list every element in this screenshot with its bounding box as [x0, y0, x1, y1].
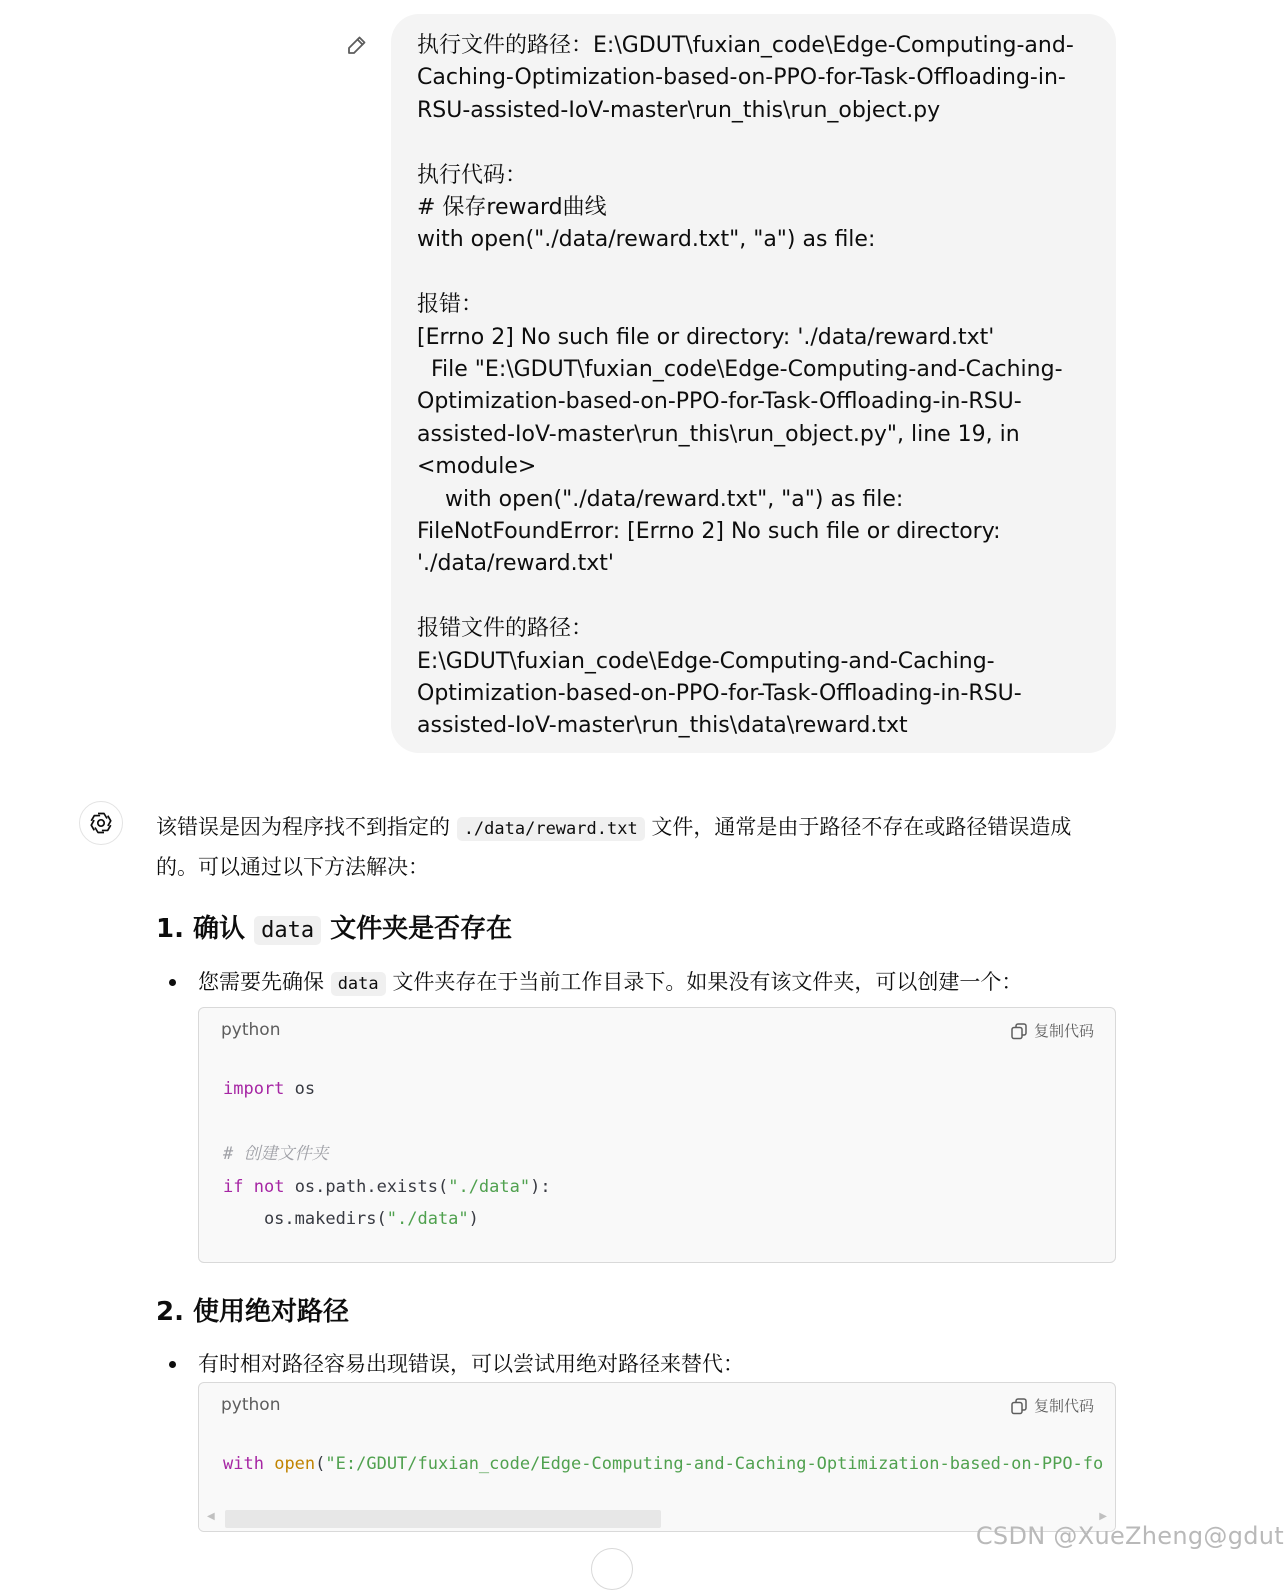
user-message-line: Optimization-based-on-PPO-for-Task-Offloading-in-RSU- [417, 389, 1022, 415]
scroll-right-arrow-icon[interactable]: ▶ [1099, 1511, 1107, 1522]
code-token: ): [530, 1176, 551, 1197]
bullet-text: 您需要先确保 [198, 970, 331, 994]
section1-heading-text: 1. 确认 [156, 914, 255, 944]
section1-heading-text-end: 文件夹是否存在 [321, 914, 513, 944]
user-message-line: # 保存reward曲线 [417, 195, 607, 221]
code-block-create-folder [198, 1007, 1116, 1263]
code-language-label: python [221, 1395, 281, 1415]
code-language-label: python [221, 1020, 281, 1040]
user-message-line: FileNotFoundError: [Errno 2] No such file or directory: [417, 519, 1001, 545]
user-message-line: E:\GDUT\fuxian_code\Edge-Computing-and-Caching- [417, 648, 995, 674]
code-token: os [284, 1079, 316, 1099]
copy-code-button[interactable] [1010, 1020, 1094, 1041]
scrollbar-thumb[interactable] [225, 1510, 661, 1528]
code-token: not [253, 1176, 285, 1197]
user-message-line: 报错文件的路径： [417, 616, 594, 642]
copy-icon [1010, 1022, 1028, 1040]
assistant-message [156, 808, 1116, 1001]
assistant-avatar [79, 801, 123, 845]
section1-bullet [156, 965, 1116, 1001]
inline-code-path: ./data/reward.txt [457, 817, 645, 841]
assistant-intro [156, 808, 1116, 886]
section1-heading-code: data [254, 916, 321, 945]
code-string: "./data" [448, 1176, 531, 1197]
scroll-down-button[interactable] [591, 1548, 633, 1590]
intro-text-line2: 的。可以通过以下方法解决： [156, 855, 429, 879]
code-token: os.makedirs( [223, 1209, 387, 1229]
code-token: ) [468, 1209, 479, 1229]
blank-line [417, 581, 1090, 613]
user-message-line: RSU-assisted-IoV-master\run_this\run_object.py [417, 97, 941, 123]
code-content [199, 1054, 1115, 1248]
code-token: import [223, 1079, 285, 1099]
copy-code-label: 复制代码 [1033, 1397, 1094, 1415]
section1-heading [156, 909, 1116, 951]
user-message-line: Caching-Optimization-based-on-PPO-for-Task-Offloading-in- [417, 65, 1066, 91]
blank-line [417, 257, 1090, 289]
code-token: if [223, 1176, 244, 1197]
code-content [199, 1429, 1115, 1493]
code-function: open [274, 1454, 316, 1474]
bullet-text-end: 文件夹存在于当前工作目录下。如果没有该文件夹，可以创建一个： [385, 970, 1023, 994]
user-message-line: 执行代码： [417, 162, 528, 188]
code-comment: # 创建文件夹 [223, 1144, 329, 1164]
code-block-absolute-path [198, 1382, 1116, 1532]
code-token: os.path.exists( [284, 1176, 449, 1197]
user-message-line: assisted-IoV-master\run_this\data\reward.txt [417, 713, 908, 739]
code-string: "./data" [386, 1209, 469, 1229]
user-message-line: with open("./data/reward.txt", "a") as file: [417, 486, 904, 512]
user-message-bubble [391, 14, 1116, 753]
code-token: with [223, 1454, 264, 1474]
user-message-line: 执行文件的路径：E:\GDUT\fuxian_code\Edge-Computing-and- [417, 33, 1074, 58]
copy-icon [1010, 1397, 1028, 1415]
user-message-line: assisted-IoV-master\run_this\run_object.py", line 19, in [417, 421, 1020, 447]
user-message-line: with open("./data/reward.txt", "a") as file: [417, 227, 876, 253]
scroll-left-arrow-icon[interactable]: ◀ [207, 1511, 215, 1522]
openai-logo-icon [87, 809, 115, 837]
user-message-line: Optimization-based-on-PPO-for-Task-Offloading-in-RSU- [417, 681, 1022, 707]
code-block-header [199, 1383, 1115, 1429]
intro-text-continued: 文件，通常是由于路径不存在或路径错误造成 [644, 815, 1072, 839]
user-message-line: [Errno 2] No such file or directory: './data/reward.txt' [417, 324, 995, 350]
copy-code-label: 复制代码 [1033, 1022, 1094, 1040]
user-message-line: './data/reward.txt' [417, 551, 614, 577]
code-string: "E:/GDUT/fuxian_code/Edge-Computing-and-Caching-Optimization-based-on-PPO-fo [325, 1454, 1104, 1474]
edit-message-icon[interactable] [345, 33, 369, 57]
code-block-header [199, 1008, 1115, 1054]
intro-text: 该错误是因为程序找不到指定的 [156, 815, 457, 839]
watermark: CSDN @XueZheng@gdut [975, 1522, 1284, 1550]
section2-heading: 2. 使用绝对路径 [156, 1297, 350, 1327]
copy-code-button[interactable] [1010, 1395, 1094, 1416]
bullet-inline-code: data [331, 972, 386, 996]
user-message-line: <module> [417, 454, 537, 480]
user-message-line: File "E:\GDUT\fuxian_code\Edge-Computing-and-Caching- [417, 357, 1063, 383]
user-message-line: 报错： [417, 292, 484, 318]
section2-bullet: 有时相对路径容易出现错误，可以尝试用绝对路径来替代： [156, 1347, 1116, 1381]
blank-line [417, 127, 1090, 159]
code-token: ( [315, 1454, 326, 1474]
